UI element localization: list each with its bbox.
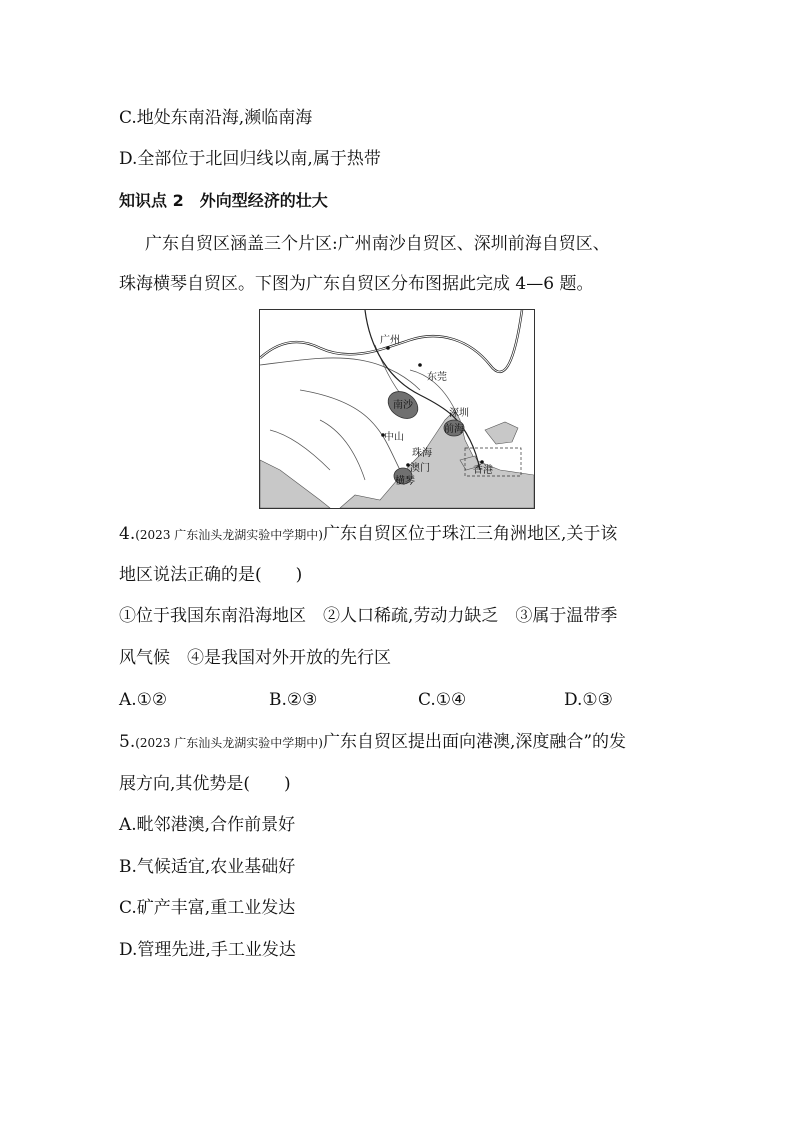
section-title: 知识点 2 外向型经济的壮大 [119,191,328,210]
label-aomen: 澳门 [410,463,430,474]
q3-option-d: D.全部位于北回归线以南,属于热带 [119,149,381,169]
river [320,420,365,480]
label-hengqin: 横琴 [395,476,415,487]
label-nansha: 南沙 [393,400,413,411]
q4-option-d: D.①③ [564,690,613,710]
label-qianhai: 前海 [444,424,464,435]
q5-source: (2023 广东汕头龙湖实验中学期中) [135,736,323,750]
label-dongguan: 东莞 [427,372,447,383]
q4-source: (2023 广东汕头龙湖实验中学期中) [135,528,323,542]
label-guangzhou: 广州 [380,335,400,346]
city-dot [480,460,484,464]
city-dot [386,346,390,350]
river [300,390,400,470]
river [270,430,330,470]
q4-stem-line-2: 地区说法正确的是( ) [119,565,303,585]
q5-option-c: C.矿产丰富,重工业发达 [119,898,296,918]
q4-statements-line-2: 风气候 ④是我国对外开放的先行区 [119,648,391,668]
map-svg [260,310,534,508]
q5-stem-line-1 [119,730,626,755]
q3-option-c: C.地处东南沿海,濒临南海 [119,108,313,128]
intro-line-2: 珠海横琴自贸区。下图为广东自贸区分布图据此完成 4—6 题。 [119,274,594,294]
label-zhongshan: 中山 [384,432,404,443]
island [485,422,518,444]
q4-option-a: A.①② [119,690,168,710]
q5-stem-line-2: 展方向,其优势是( ) [119,774,291,794]
q5-option-b: B.气候适宜,农业基础好 [119,857,296,877]
q5-option-a: A.毗邻港澳,合作前景好 [119,815,296,835]
q4-number: 4. [119,524,136,544]
label-shenzhen: 深圳 [449,408,469,419]
q4-option-c: C.①④ [418,690,467,710]
q4-statements-line-1: ①位于我国东南沿海地区 ②人口稀疏,劳动力缺乏 ③属于温带季 [119,606,618,626]
label-xianggang: 香港 [473,465,493,476]
q5-option-d: D.管理先进,手工业发达 [119,940,296,960]
q4-stem: 广东自贸区位于珠江三角洲地区,关于该 [322,524,618,544]
label-zhuhai: 珠海 [412,448,432,459]
q5-number: 5. [119,732,136,752]
q4-stem-line-1 [119,522,617,547]
free-trade-zone-map [259,309,535,509]
river [260,358,420,390]
q5-stem: 广东自贸区提出面向港澳,深度融合”的发 [322,732,627,752]
q4-option-b: B.②③ [269,690,318,710]
intro-line-1: 广东自贸区涵盖三个片区:广州南沙自贸区、深圳前海自贸区、 [145,234,610,254]
city-dot [418,363,422,367]
sea-left [260,460,330,508]
